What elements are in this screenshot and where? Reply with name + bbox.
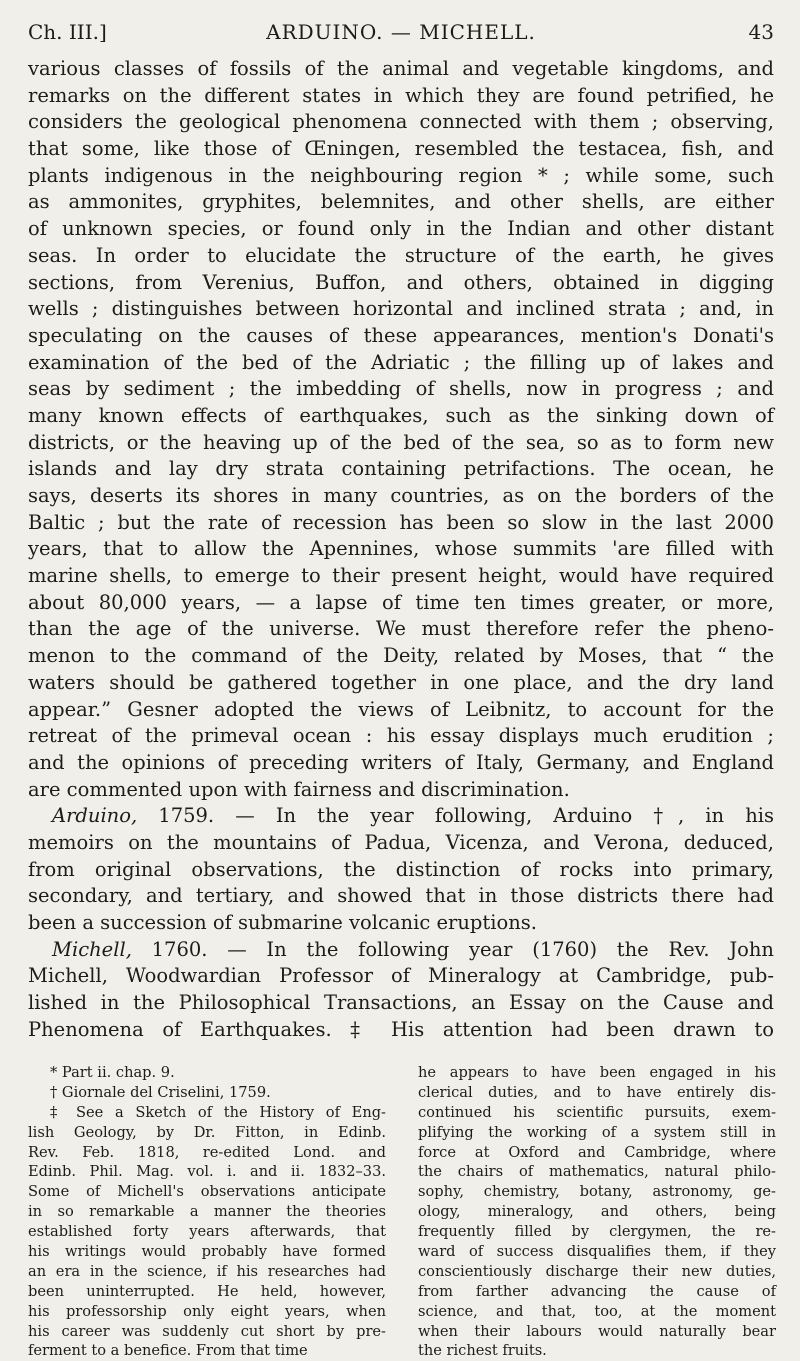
line-text: ology, mineralogy, and others, being (418, 1203, 776, 1221)
footnote-line (28, 1182, 386, 1202)
page-number: 43 (748, 20, 774, 44)
line-text: science, and that, too, at the moment (418, 1302, 776, 1320)
text-line (28, 616, 774, 643)
footnotes (28, 1063, 776, 1360)
text-line (28, 750, 774, 777)
line-text: been uninterrupted. He held, however, (28, 1282, 386, 1300)
line-text: ‡ See a Sketch of the History of Eng- (50, 1103, 386, 1121)
line-text: plants indigenous in the neighbouring region * ; while some, such (28, 163, 774, 187)
line-text: wells ; distinguishes between horizontal and inclined strata ; and, in (28, 297, 774, 321)
line-text: in so remarkable a manner the theories (28, 1203, 386, 1221)
line-text: seas. In order to elucidate the structure of the earth, he gives (28, 243, 774, 267)
footnote-line (418, 1083, 776, 1103)
running-header (28, 20, 774, 56)
line-text: many known effects of earthquakes, such as the sinking down of (28, 403, 774, 427)
text-line (28, 483, 774, 510)
line-text: clerical duties, and to have entirely dis- (418, 1083, 776, 1101)
footnote-line (418, 1322, 776, 1342)
line-text: an era in the science, if his researches had (28, 1262, 386, 1280)
line-text: established forty years afterwards, that (28, 1223, 386, 1241)
footnote-line (418, 1302, 776, 1322)
footnote-line (28, 1282, 386, 1302)
line-text: Baltic ; but the rate of recession has been so slow in the last 2000 (28, 510, 774, 534)
line-text: conscientiously discharge their new duties, (418, 1262, 776, 1280)
line-text: appear.” Gesner adopted the views of Leibnitz, to account for the (28, 697, 774, 721)
footnote-line (418, 1222, 776, 1242)
footnote-line (28, 1262, 386, 1282)
line-text: than the age of the universe. We must therefore refer the pheno- (28, 617, 774, 641)
line-text: waters should be gathered together in one place, and the dry land (28, 670, 774, 694)
line-text: marine shells, to emerge to their present height, would have required (28, 564, 774, 588)
footnote-line (28, 1341, 386, 1361)
line-text: of unknown species, or found only in the Indian and other distant (28, 217, 774, 241)
line-text: 1760. — In the following year (1760) the Rev. John (131, 937, 774, 961)
line-text: Michell, Woodwardian Professor of Mineralogy at Cambridge, pub- (28, 964, 774, 988)
line-text: sections, from Verenius, Buffon, and others, obtained in digging (28, 270, 774, 294)
line-text: ferment to a benefice. From that time (28, 1342, 308, 1360)
footnote-line (28, 1143, 386, 1163)
line-text: the richest fruits. (418, 1342, 547, 1360)
text-line (28, 323, 774, 350)
text-line (28, 777, 774, 804)
line-text: Some of Michell's observations anticipate (28, 1183, 386, 1201)
text-line (28, 937, 774, 964)
text-line (28, 883, 774, 910)
line-text: his career was suddenly cut short by pre- (28, 1322, 386, 1340)
footnote-line (418, 1123, 776, 1143)
text-line (28, 1017, 774, 1044)
line-text: from farther advancing the cause of (418, 1282, 776, 1300)
line-text: memoirs on the mountains of Padua, Vicenza, and Verona, deduced, (28, 830, 774, 854)
text-line (28, 697, 774, 724)
line-text: menon to the command of the Deity, related by Moses, that “ the (28, 644, 774, 668)
text-line (28, 857, 774, 884)
text-line (28, 83, 774, 110)
line-text: plifying the working of a system still in (418, 1123, 776, 1141)
line-text: from original observations, the distinction of rocks into primary, (28, 857, 774, 881)
footnote-line (418, 1143, 776, 1163)
text-line (28, 963, 774, 990)
footnote-line (28, 1222, 386, 1242)
line-text: ward of success disqualifies them, if they (418, 1243, 776, 1261)
section-heading-italic: Michell, (52, 937, 132, 961)
footnote-line (28, 1103, 386, 1123)
footnote-line (28, 1083, 386, 1103)
line-text: been a succession of submarine volcanic eruptions. (28, 911, 537, 934)
line-text: * Part ii. chap. 9. (50, 1064, 175, 1081)
footnote-line (28, 1123, 386, 1143)
text-line (28, 563, 774, 590)
chapter-label: Ch. III.] (28, 20, 107, 44)
main-text (28, 56, 774, 1043)
text-line (28, 56, 774, 83)
line-text: he appears to have been engaged in his (418, 1064, 776, 1081)
footnote-line (418, 1242, 776, 1262)
text-line (28, 189, 774, 216)
text-line (28, 723, 774, 750)
line-text: islands and lay dry strata containing petrifactions. The ocean, he (28, 457, 774, 481)
text-line (28, 990, 774, 1017)
text-line (28, 456, 774, 483)
footnote-line (28, 1063, 386, 1083)
line-text: and the opinions of preceding writers of Italy, Germany, and England (28, 750, 774, 774)
text-line (28, 376, 774, 403)
footnote-line (28, 1302, 386, 1322)
line-text: when their labours would naturally bear (418, 1322, 776, 1340)
line-text: Edinb. Phil. Mag. vol. i. and ii. 1832–33. (28, 1163, 386, 1181)
line-text: lish Geology, by Dr. Fitton, in Edinb. (28, 1123, 386, 1141)
text-line (28, 670, 774, 697)
footnote-line (28, 1202, 386, 1222)
line-text: † Giornale del Criselini, 1759. (50, 1083, 271, 1101)
line-text: continued his scientific pursuits, exem- (418, 1103, 776, 1121)
line-text: sophy, chemistry, botany, astronomy, ge- (418, 1183, 776, 1201)
line-text: force at Oxford and Cambridge, where (418, 1143, 776, 1161)
line-text: the chairs of mathematics, natural philo- (418, 1163, 776, 1181)
footnote-line (418, 1103, 776, 1123)
text-line (28, 136, 774, 163)
text-line (28, 350, 774, 377)
line-text: various classes of fossils of the animal and vegetable kingdoms, and (28, 57, 774, 80)
line-text: speculating on the causes of these appearances, mention's Donati's (28, 323, 774, 347)
text-line (28, 910, 774, 937)
text-line (28, 109, 774, 136)
text-line (28, 830, 774, 857)
text-line (28, 803, 774, 830)
line-text: about 80,000 years, — a lapse of time ten times greater, or more, (28, 590, 774, 614)
running-title: ARDUINO. — MICHELL. (266, 20, 536, 44)
footnotes-left-column (28, 1063, 386, 1361)
section-heading-italic: Arduino, (52, 804, 138, 828)
text-line (28, 510, 774, 537)
line-text: his writings would probably have formed (28, 1243, 386, 1261)
line-text: Phenomena of Earthquakes. ‡ His attention had been drawn to (28, 1017, 774, 1041)
line-text: that some, like those of Œningen, resembled the testacea, fish, and (28, 137, 774, 161)
line-text: are commented upon with fairness and discrimination. (28, 777, 570, 801)
text-line (28, 403, 774, 430)
text-line (28, 216, 774, 243)
line-text: retreat of the primeval ocean : his essay displays much erudition ; (28, 724, 774, 748)
line-text: as ammonites, gryphites, belemnites, and other shells, are either (28, 190, 774, 214)
footnote-line (28, 1322, 386, 1342)
line-text: remarks on the different states in which they are found petrified, he (28, 83, 774, 107)
line-text: his professorship only eight years, when (28, 1302, 386, 1320)
footnote-line (418, 1182, 776, 1202)
line-text: examination of the bed of the Adriatic ; the filling up of lakes and (28, 350, 774, 374)
line-text: seas by sediment ; the imbedding of shells, now in progress ; and (28, 377, 774, 401)
text-line (28, 536, 774, 563)
footnote-line (418, 1262, 776, 1282)
text-line (28, 430, 774, 457)
line-text: Rev. Feb. 1818, re-edited Lond. and (28, 1143, 386, 1161)
text-line (28, 643, 774, 670)
footnote-line (418, 1202, 776, 1222)
text-line (28, 270, 774, 297)
text-line (28, 163, 774, 190)
line-text: considers the geological phenomena connected with them ; observing, (28, 110, 774, 134)
line-text: says, deserts its shores in many countries, as on the borders of the (28, 484, 774, 507)
footnote-line (418, 1063, 776, 1083)
footnote-line (418, 1341, 776, 1361)
text-line (28, 590, 774, 617)
line-text: years, that to allow the Apennines, whose summits 'are filled with (28, 537, 774, 561)
text-line (28, 243, 774, 270)
footnote-line (28, 1242, 386, 1262)
line-text: secondary, and tertiary, and showed that in those districts there had (28, 884, 774, 908)
footnote-line (418, 1282, 776, 1302)
line-text: 1759. — In the year following, Arduino †, in his (137, 804, 774, 828)
footnotes-right-column (418, 1063, 776, 1361)
line-text: frequently filled by clergymen, the re- (418, 1223, 776, 1241)
line-text: districts, or the heaving up of the bed of the sea, so as to form new (28, 430, 774, 454)
footnote-line (418, 1162, 776, 1182)
text-line (28, 296, 774, 323)
footnote-line (28, 1162, 386, 1182)
line-text: lished in the Philosophical Transactions, an Essay on the Cause and (28, 991, 774, 1015)
